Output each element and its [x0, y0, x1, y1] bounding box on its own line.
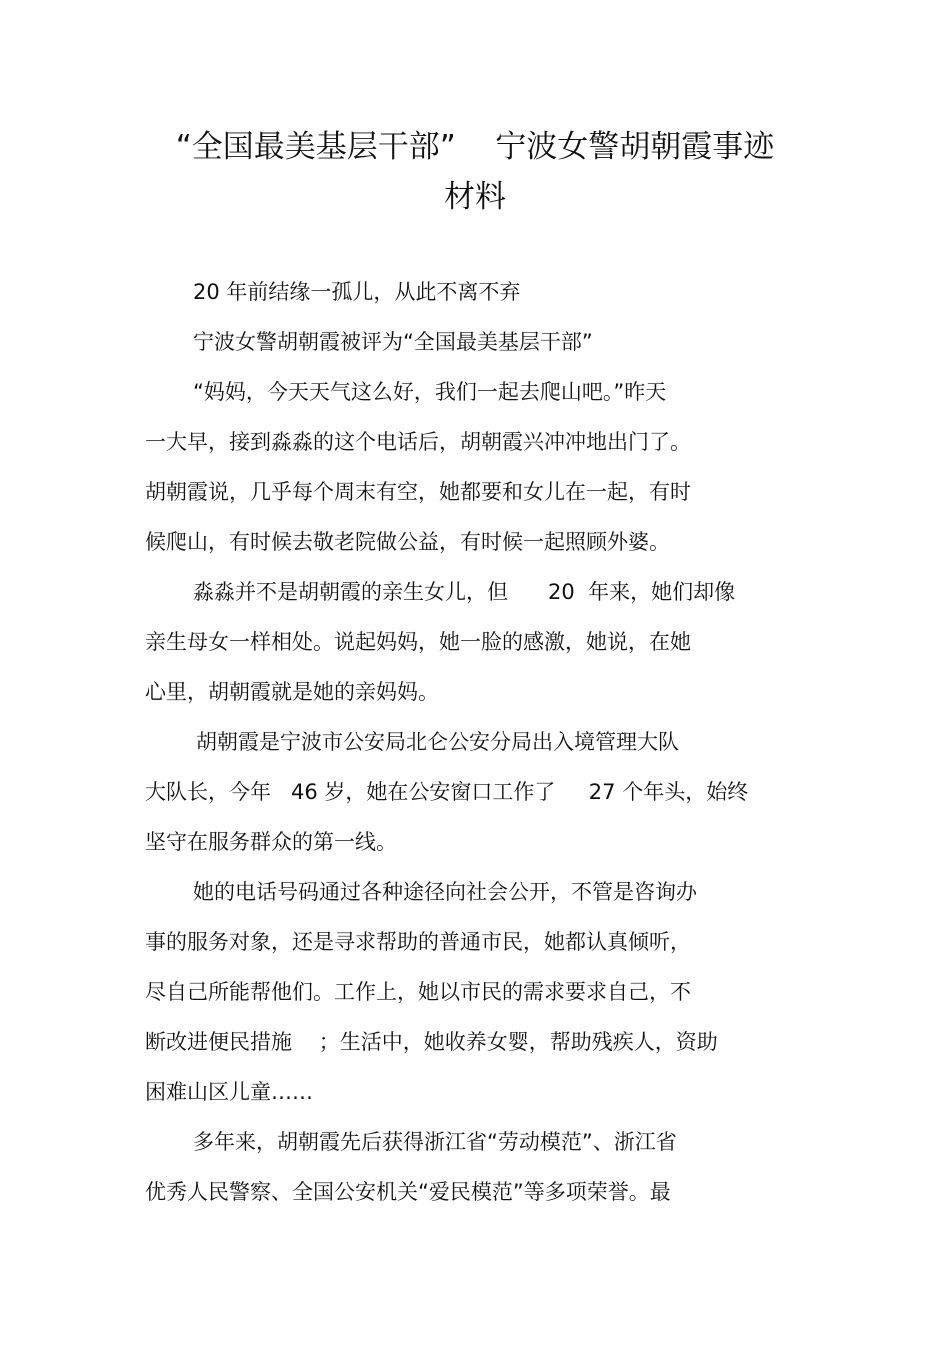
- body-text-line: 淼淼并不是胡朝霞的亲生女儿，但 20 年来，她们却像: [193, 580, 736, 604]
- document-title: [0, 122, 950, 222]
- body-text-line: 大队长，今年 46 岁，她在公安窗口工作了 27 个年头，始终: [145, 780, 749, 804]
- body-text-line: 事的服务对象，还是寻求帮助的普通市民，她都认真倾听，: [145, 930, 691, 954]
- body-text-line: 胡朝霞说，几乎每个周末有空，她都要和女儿在一起，有时: [145, 480, 691, 504]
- body-text-line: 坚守在服务群众的第一线。: [145, 830, 397, 854]
- body-text-line: 优秀人民警察、全国公安机关“爱民模范”等多项荣誉。最: [145, 1180, 671, 1204]
- body-text-line: 一大早，接到淼淼的这个电话后，胡朝霞兴冲冲地出门了。: [145, 430, 691, 454]
- body-text-line: 尽自己所能帮他们。工作上，她以市民的需求要求自己，不: [145, 980, 691, 1004]
- body-text-line: 断改进便民措施 ；生活中，她收养女婴，帮助残疾人，资助: [145, 1030, 718, 1054]
- body-text-line: 她的电话号码通过各种途径向社会公开，不管是咨询办: [193, 880, 697, 904]
- title-line-2: 材料: [444, 179, 506, 215]
- body-text-line: 候爬山，有时候去敬老院做公益，有时候一起照顾外婆。: [145, 530, 670, 554]
- body-text-line: 胡朝霞是宁波市公安局北仑公安分局出入境管理大队: [196, 730, 679, 754]
- subheading-line: 宁波女警胡朝霞被评为“全国最美基层干部”: [193, 330, 593, 354]
- body-text-line: 多年来，胡朝霞先后获得浙江省“劳动模范”、浙江省: [193, 1130, 677, 1154]
- title-line-1: “全国最美基层干部” 宁波女警胡朝霞事迹: [175, 129, 775, 165]
- body-text-line: “妈妈，今天天气这么好，我们一起去爬山吧。”昨天: [193, 380, 667, 404]
- subheading-line: 20 年前结缘一孤儿，从此不离不弃: [193, 280, 521, 304]
- body-text-line: 亲生母女一样相处。说起妈妈，她一脸的感激，她说，在她: [145, 630, 691, 654]
- body-text-line: 困难山区儿童……: [145, 1080, 313, 1104]
- body-text-line: 心里，胡朝霞就是她的亲妈妈。: [145, 680, 439, 704]
